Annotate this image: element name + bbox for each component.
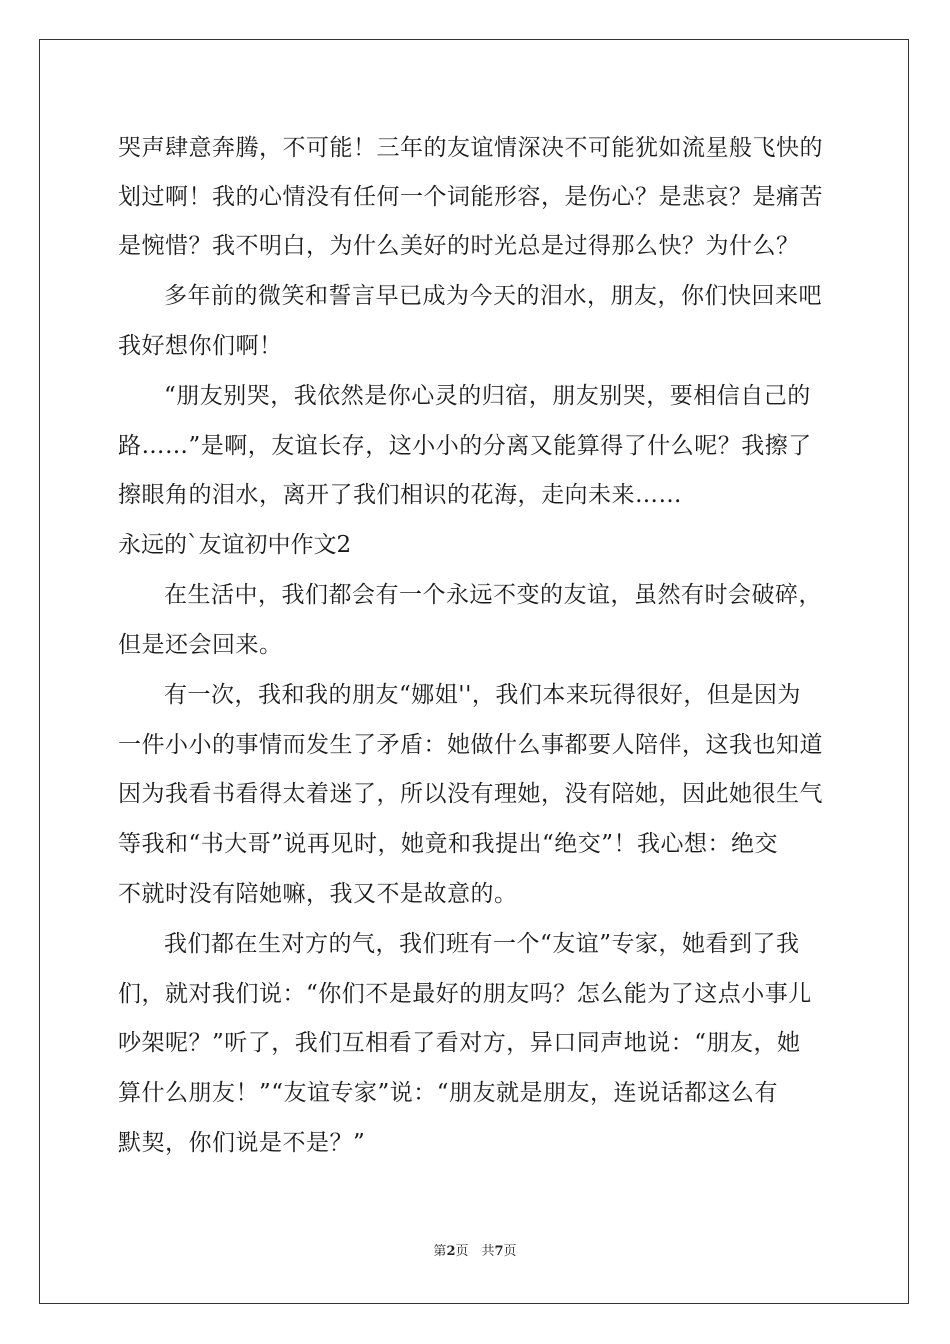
page-total: 7 — [494, 1244, 504, 1259]
text-line: 默契，你们说是不是？” — [118, 1130, 366, 1156]
text-line: 但是还会回来。 — [118, 632, 283, 658]
page-border — [39, 39, 909, 1304]
page-prefix: 第 — [433, 1244, 447, 1259]
text-line: 不就时没有陪她嘛，我又不是故意的。 — [118, 881, 518, 907]
text-line: 路……”是啊，友谊长存，这小小的分离又能算得了什么呢？我擦了 — [118, 433, 812, 459]
text-line: “朋友别哭，我依然是你心灵的归宿，朋友别哭，要相信自己的 — [164, 383, 811, 409]
text-line: 有一次，我和我的朋友“娜姐''，我们本来玩得很好，但是因为 — [164, 682, 801, 708]
text-line: 是惋惜？我不明白，为什么美好的时光总是过得那么快？为什么？ — [118, 233, 800, 259]
text-line: 我好想你们啊！ — [118, 333, 283, 359]
text-line: 在生活中，我们都会有一个永远不变的友谊，虽然有时会破碎， — [164, 582, 822, 608]
text-line: 擦眼角的泪水，离开了我们相识的花海，走向未来…… — [118, 482, 682, 508]
page-current: 2 — [446, 1244, 456, 1259]
text-line: 多年前的微笑和誓言早已成为今天的泪水，朋友，你们快回来吧 — [164, 283, 822, 309]
text-line: 等我和“书大哥”说再见时，她竟和我提出“绝交”！我心想：绝交 — [118, 831, 779, 857]
text-line: 吵架呢？”听了，我们互相看了看对方，异口同声地说：“朋友，她 — [118, 1030, 801, 1056]
text-line: 算什么朋友！”“友谊专家”说：“朋友就是朋友，连说话都这么有 — [118, 1080, 779, 1106]
page-footer — [0, 1243, 950, 1261]
text-line: 哭声肆意奔腾，不可能！三年的友谊情深决不可能犹如流星般飞快的 — [118, 135, 823, 161]
page-mid: 页 共 — [455, 1244, 495, 1259]
text-line: 一件小小的事情而发生了矛盾：她做什么事都要人陪伴，这我也知道 — [118, 732, 823, 758]
text-line: 因为我看书看得太着迷了，所以没有理她，没有陪她，因此她很生气 — [118, 781, 823, 807]
page-suffix: 页 — [503, 1244, 517, 1259]
text-line: 们，就对我们说：“你们不是最好的朋友吗？怎么能为了这点小事儿 — [118, 981, 812, 1007]
section-heading: 永远的`友谊初中作文2 — [118, 532, 352, 558]
text-line: 我们都在生对方的气，我们班有一个“友谊”专家，她看到了我 — [164, 931, 800, 957]
text-line: 划过啊！我的心情没有任何一个词能形容，是伤心？是悲哀？是痛苦 — [118, 184, 823, 210]
